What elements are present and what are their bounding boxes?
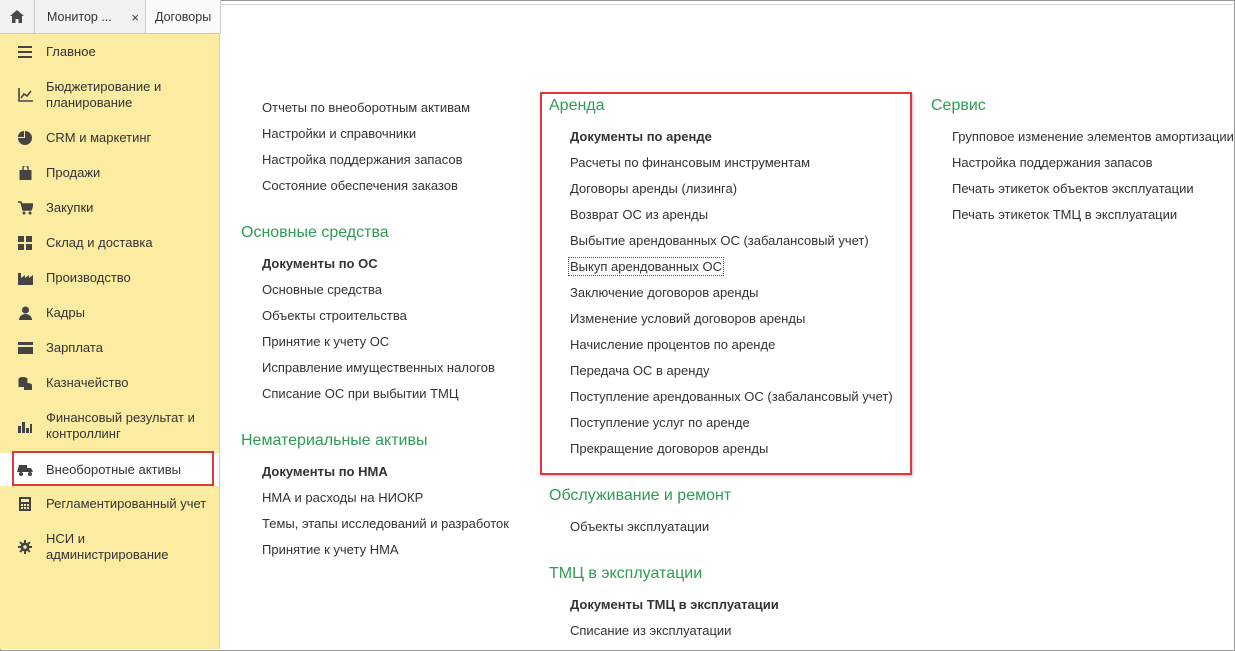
link-os-construction[interactable]: Объекты строительства xyxy=(262,308,407,323)
sidebar-item-label: Кадры xyxy=(46,305,85,320)
sidebar-item-label: Зарплата xyxy=(46,340,103,355)
sidebar-item-finresult[interactable] xyxy=(0,408,219,444)
sidebar-item-label: Производство xyxy=(46,270,131,285)
close-icon[interactable]: × xyxy=(131,10,139,25)
home-tab[interactable] xyxy=(0,0,35,33)
link-os-writeoff[interactable]: Списание ОС при выбытии ТМЦ xyxy=(262,386,459,401)
link-nma-expenses[interactable]: НМА и расходы на НИОКР xyxy=(262,490,424,505)
link-service-stock[interactable]: Настройка поддержания запасов xyxy=(952,155,1153,170)
section-title-maintenance: Обслуживание и ремонт xyxy=(549,487,732,504)
section-title-arenda: Аренда xyxy=(549,97,605,114)
sidebar-item-label: Главное xyxy=(46,44,96,59)
sidebar-item-label: Казначейство xyxy=(46,375,129,390)
sidebar-item-label: НСИ и администрирование xyxy=(46,531,169,562)
sidebar-item-crm[interactable] xyxy=(0,128,219,148)
home-icon xyxy=(10,10,24,23)
cart-icon xyxy=(17,200,33,216)
sidebar-highlight-box xyxy=(12,451,214,486)
sidebar-item-label: Бюджетирование и планирование xyxy=(46,79,162,110)
link-reports[interactable]: Отчеты по внеоборотным активам xyxy=(262,100,471,115)
link-os-docs[interactable]: Документы по ОС xyxy=(262,256,378,271)
link-nma-research[interactable]: Темы, этапы исследований и разработок xyxy=(262,516,509,531)
section-title-service: Сервис xyxy=(931,97,986,114)
sidebar-item-label: Склад и доставка xyxy=(46,235,153,250)
shopping-bag-icon xyxy=(17,165,33,181)
wallet-icon xyxy=(17,340,33,356)
boxes-icon xyxy=(17,235,33,251)
person-icon xyxy=(17,305,33,321)
link-order-state[interactable]: Состояние обеспечения заказов xyxy=(262,178,458,193)
sidebar-item-main[interactable] xyxy=(0,42,219,62)
sidebar-item-label: CRM и маркетинг xyxy=(46,130,152,145)
link-nma-docs[interactable]: Документы по НМА xyxy=(262,464,388,479)
sidebar-item-label: Закупки xyxy=(46,200,94,215)
sidebar-item-regulated[interactable] xyxy=(0,494,219,514)
section-title-nma: Нематериальные активы xyxy=(241,432,428,449)
link-arenda-disposal[interactable]: Выбытие арендованных ОС (забалансовый учет) xyxy=(570,233,869,248)
link-tmc-writeoff[interactable]: Списание из эксплуатации xyxy=(570,623,732,638)
sidebar-item-label: Финансовый результат и контроллинг xyxy=(46,410,195,441)
coins-icon xyxy=(17,375,33,391)
link-operation-objects[interactable]: Объекты эксплуатации xyxy=(570,519,710,534)
tab-dogovory-label: Договоры xyxy=(155,10,212,24)
link-arenda-contracts[interactable]: Договоры аренды (лизинга) xyxy=(570,181,738,196)
sidebar-item-salary[interactable] xyxy=(0,338,219,358)
chart-line-icon xyxy=(17,87,33,103)
link-arenda-docs[interactable]: Документы по аренде xyxy=(570,129,712,144)
tab-monitor[interactable] xyxy=(35,0,146,33)
sidebar-item-nsi[interactable] xyxy=(0,529,219,565)
sidebar-item-hr[interactable] xyxy=(0,303,219,323)
link-tmc-docs[interactable]: Документы ТМЦ в эксплуатации xyxy=(570,597,779,612)
link-stock-settings[interactable]: Настройка поддержания запасов xyxy=(262,152,463,167)
link-arenda-services[interactable]: Поступление услуг по аренде xyxy=(570,415,750,430)
link-arenda-termination[interactable]: Прекращение договоров аренды xyxy=(570,441,769,456)
link-os-accept[interactable]: Принятие к учету ОС xyxy=(262,334,390,349)
tab-monitor-label: Монитор ... xyxy=(47,10,112,24)
link-settings[interactable]: Настройки и справочники xyxy=(262,126,417,141)
calculator-icon xyxy=(17,496,33,512)
link-os-tax-fix[interactable]: Исправление имущественных налогов xyxy=(262,360,495,375)
bar-chart-icon xyxy=(17,418,33,434)
link-arenda-conclusion[interactable]: Заключение договоров аренды xyxy=(570,285,759,300)
link-service-labels-tmc[interactable]: Печать этикеток ТМЦ в эксплуатации xyxy=(952,207,1178,222)
menu-lines-icon xyxy=(17,44,33,60)
pie-chart-icon xyxy=(17,130,33,146)
sidebar-item-sales[interactable] xyxy=(0,163,219,183)
top-divider xyxy=(220,0,1233,5)
sidebar-item-label: Внеоборотные активы xyxy=(46,461,182,477)
sidebar xyxy=(0,34,220,649)
link-arenda-fin-instruments[interactable]: Расчеты по финансовым инструментам xyxy=(570,155,811,170)
link-arenda-change[interactable]: Изменение условий договоров аренды xyxy=(570,311,806,326)
sidebar-item-budget[interactable] xyxy=(0,78,219,112)
factory-icon xyxy=(17,270,33,286)
link-arenda-transfer[interactable]: Передача ОС в аренду xyxy=(570,363,710,378)
sidebar-item-treasury[interactable] xyxy=(0,373,219,393)
sidebar-item-production[interactable] xyxy=(0,268,219,288)
link-arenda-interest[interactable]: Начисление процентов по аренде xyxy=(570,337,776,352)
sidebar-item-purchases[interactable] xyxy=(0,198,219,218)
link-os-fixed[interactable]: Основные средства xyxy=(262,282,382,297)
link-arenda-buyout[interactable]: Выкуп арендованных ОС xyxy=(570,259,722,274)
tab-bar xyxy=(0,0,220,34)
sidebar-item-label: Регламентированный учет xyxy=(46,496,207,511)
sidebar-item-label: Продажи xyxy=(46,165,101,180)
tab-dogovory[interactable] xyxy=(146,0,221,33)
gear-icon xyxy=(17,539,33,555)
section-title-os: Основные средства xyxy=(241,224,389,241)
link-service-group-change[interactable]: Групповое изменение элементов амортизации xyxy=(952,129,1234,144)
section-title-tmc: ТМЦ в эксплуатации xyxy=(549,565,703,582)
link-arenda-return[interactable]: Возврат ОС из аренды xyxy=(570,207,709,222)
link-arenda-receipt[interactable]: Поступление арендованных ОС (забалансовый учет) xyxy=(570,389,893,404)
sidebar-item-warehouse[interactable] xyxy=(0,233,219,253)
link-service-labels-objects[interactable]: Печать этикеток объектов эксплуатации xyxy=(952,181,1194,196)
link-nma-accept[interactable]: Принятие к учету НМА xyxy=(262,542,399,557)
